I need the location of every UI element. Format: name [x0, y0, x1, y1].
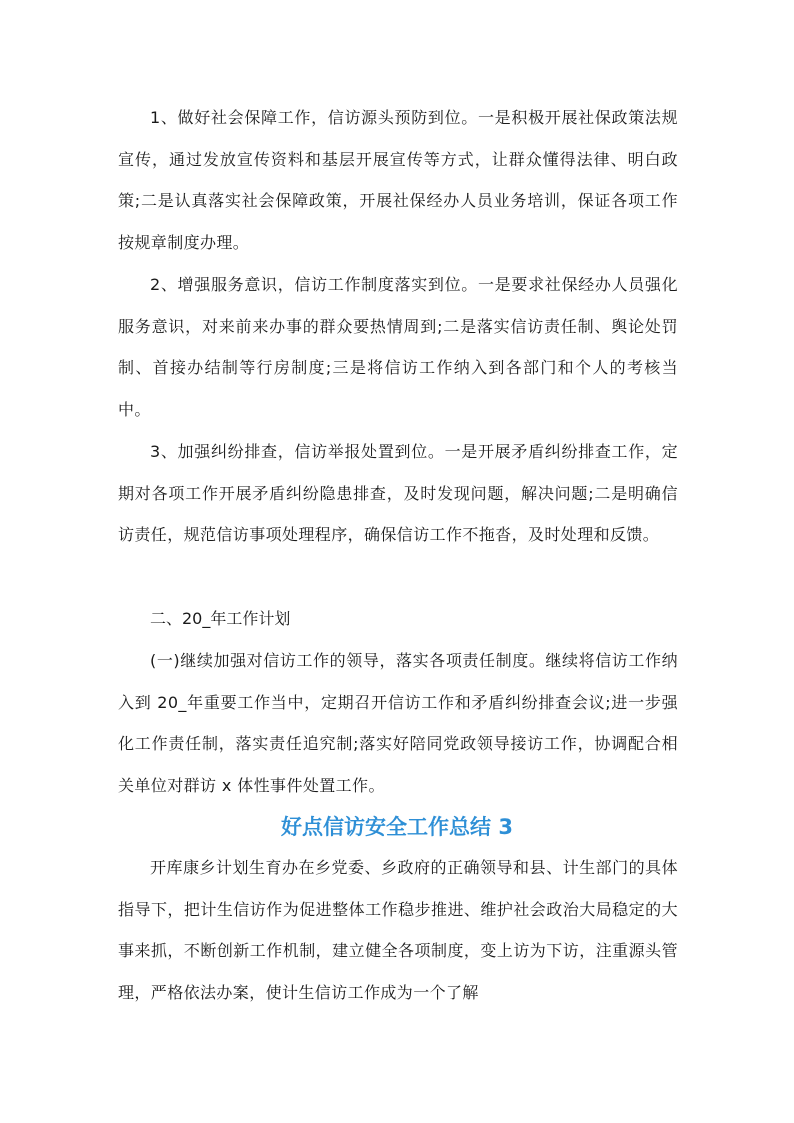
work-plan-heading: 二、20_年工作计划 [150, 609, 291, 628]
paragraph-leadership: (一)继续加强对信访工作的领导，落实各项责任制度。继续将信访工作纳入到 20_年重要工作当中，定期召开信访工作和矛盾纠纷排查会议;进一步强化工作责任制，落实责任追究制;落实好陪同党政领导接访工作，协调配合相关单位对群访 x 体性事件处置工作。 [118, 651, 678, 795]
paragraph-service-awareness: 2、增强服务意识，信访工作制度落实到位。一是要求社保经办人员强化服务意识，对来前来办事的群众要热情周到;二是落实信访责任制、舆论处罚制、首接办结制等行房制度;三是将信访工作纳入到各部门和个人的考核当中。 [118, 275, 678, 419]
section-title: 好点信访安全工作总结 3 [281, 815, 513, 839]
paragraph-family-planning: 开库康乡计划生育办在乡党委、乡政府的正确领导和县、计生部门的具体指导下，把计生信访作为促进整体工作稳步推进、维护社会政治大局稳定的大事来抓，不断创新工作机制，建立健全各项制度，变上访为下访，注重源头管理，严格依法办案，使计生信访工作成为一个了解 [118, 858, 678, 1002]
paragraph-dispute-screening: 3、加强纠纷排查，信访举报处置到位。一是开展矛盾纠纷排查工作，定期对各项工作开展矛盾纠纷隐患排查，及时发现问题，解决问题;二是明确信访责任，规范信访事项处理程序，确保信访工作不拖沓，及时处理和反馈。 [118, 442, 678, 544]
paragraph-social-security: 1、做好社会保障工作，信访源头预防到位。一是积极开展社保政策法规宣传，通过发放宣传资料和基层开展宣传等方式，让群众懂得法律、明白政策;二是认真落实社会保障政策，开展社保经办人员业务培训，保证各项工作按规章制度办理。 [118, 108, 678, 252]
